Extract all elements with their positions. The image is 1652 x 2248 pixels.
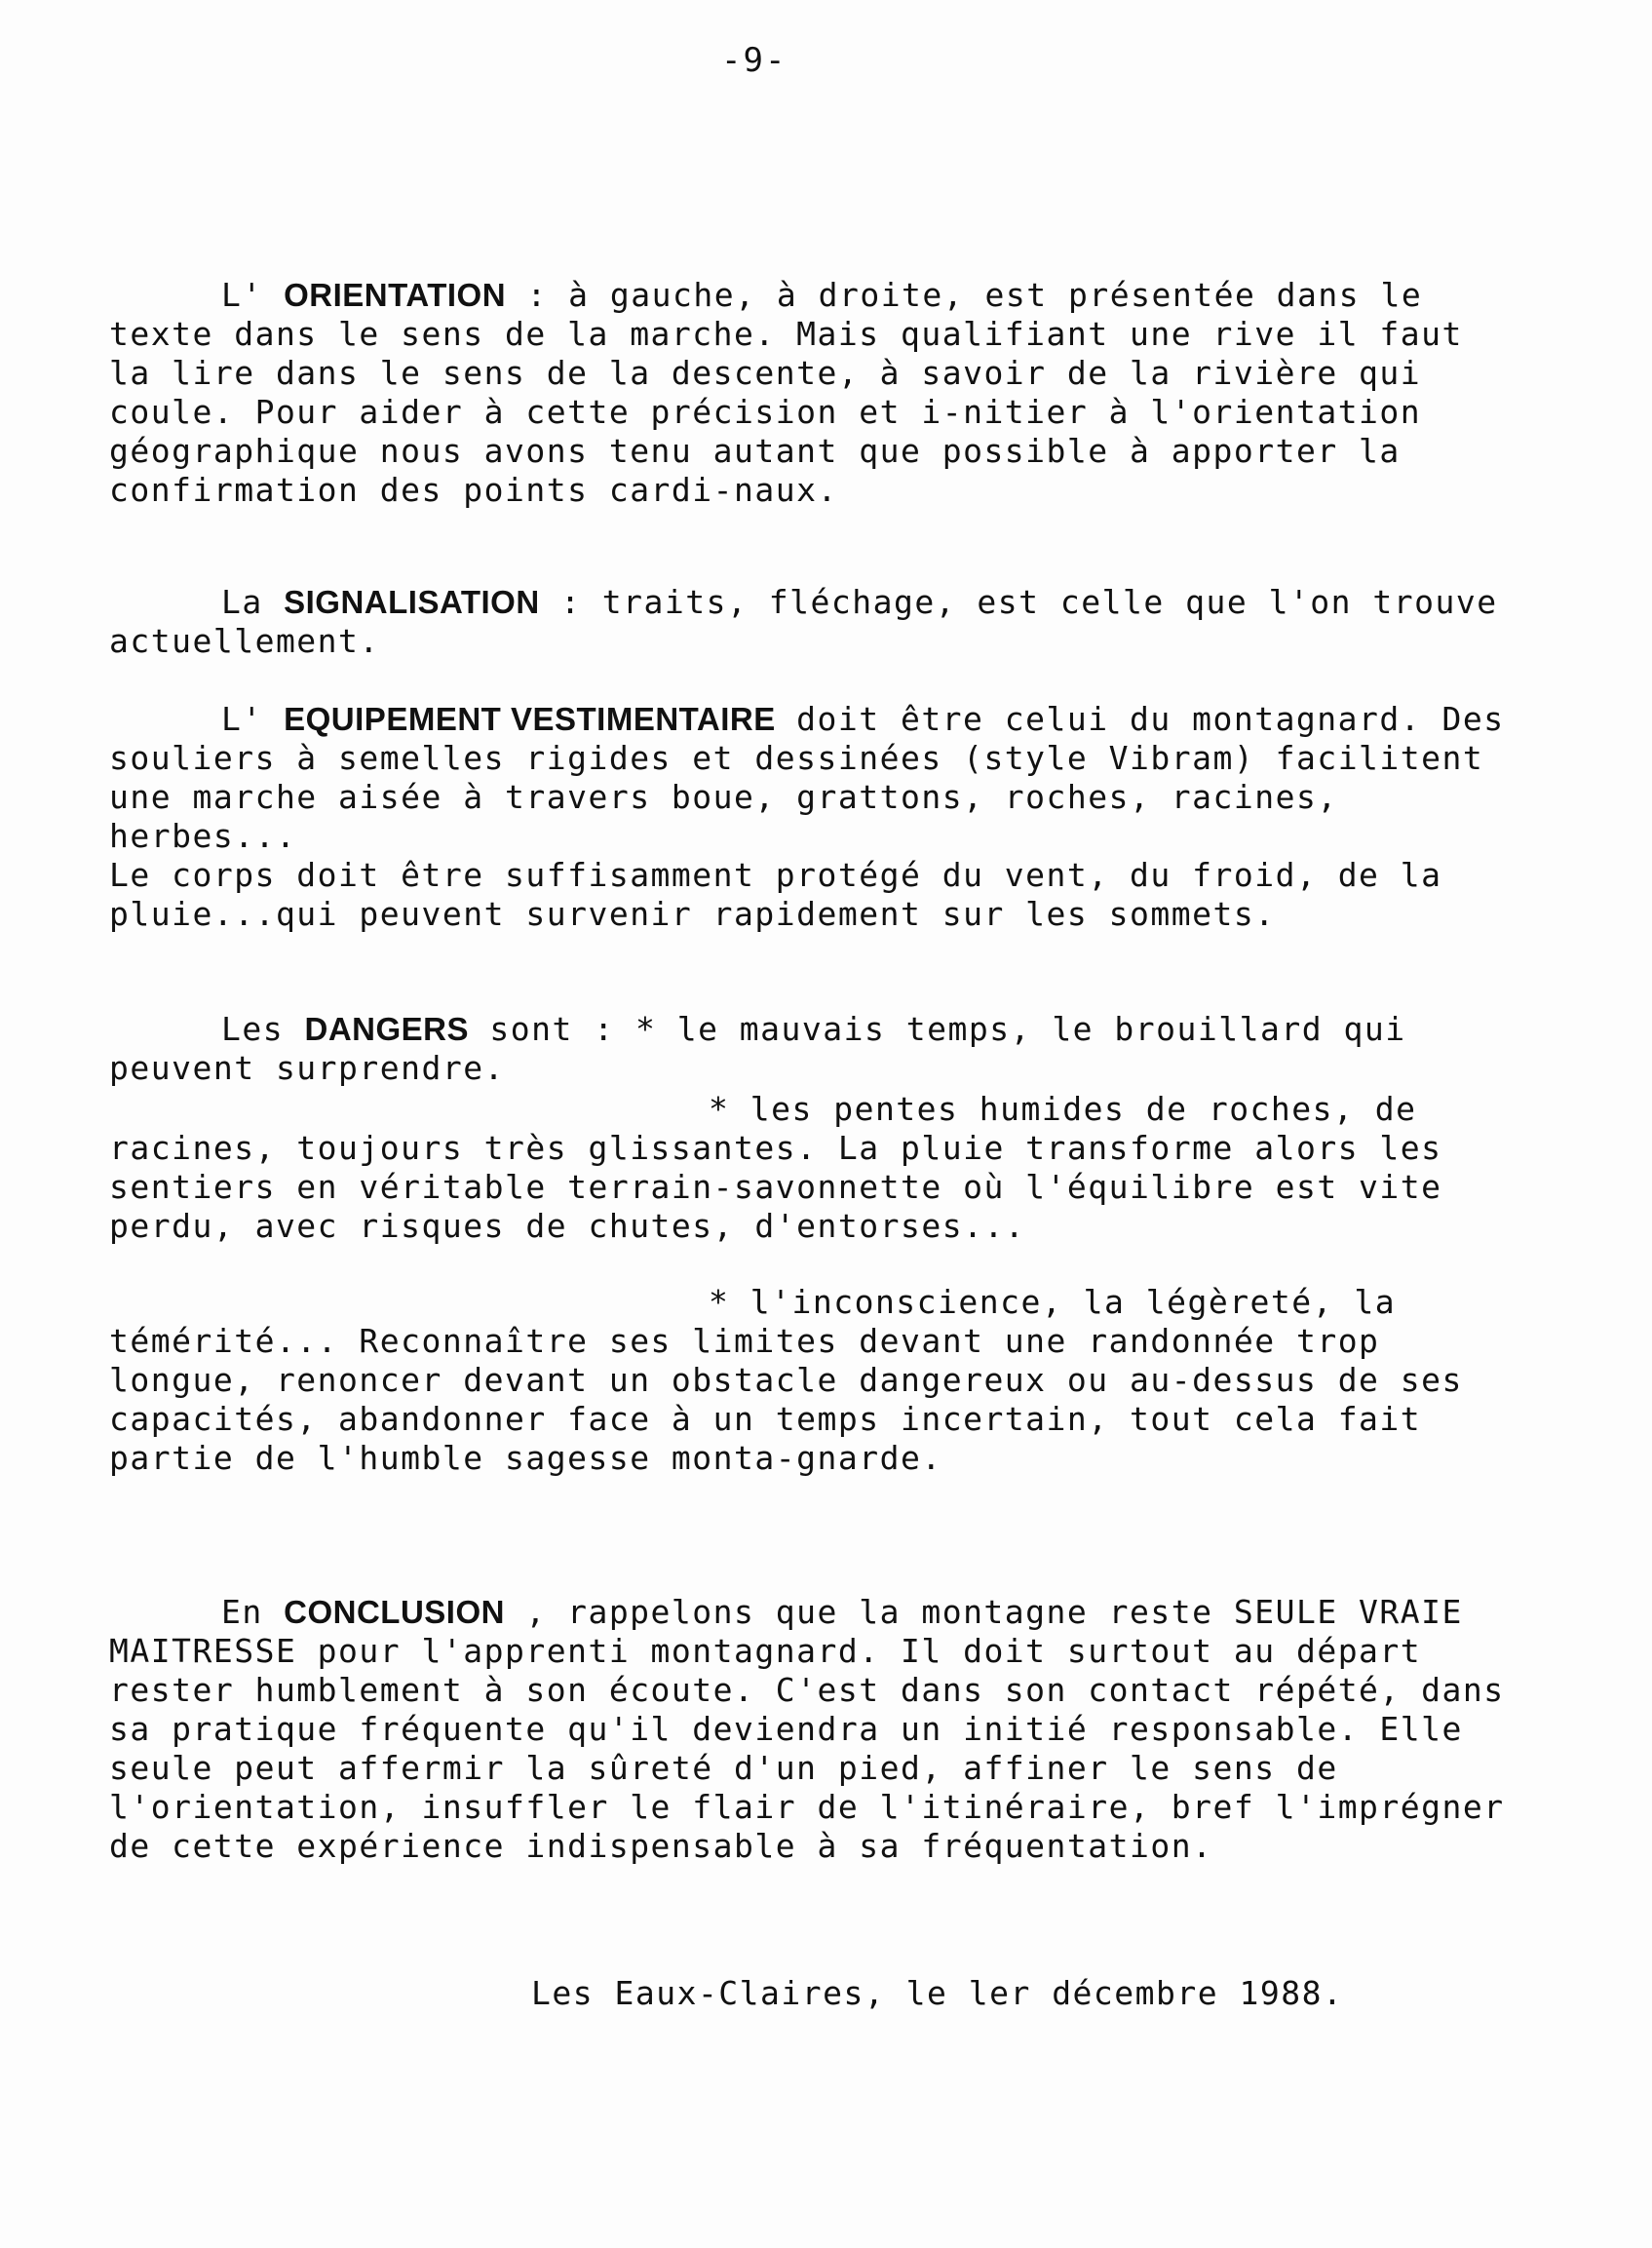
dangers-item-2-rest: racines, toujours très glissantes. La pluie transforme alors les sentiers en véritable terrain-savonnette où l'équilibre est vite perdu, avec risques de chutes, d'entorses... xyxy=(109,1129,1442,1245)
page-number: -9- xyxy=(721,41,788,80)
conclusion-paragraph xyxy=(109,1593,1513,1866)
conclusion-keyword: CONCLUSION xyxy=(284,1594,505,1630)
conclusion-lead: En xyxy=(221,1593,263,1631)
dangers-item-3-rest: témérité... Reconnaître ses limites devant une randonnée trop longue, renoncer devant un obstacle dangereux ou au-dessus de ses capacités, abandonner face à un temps incertain, tout cela fait partie de l'humble sagesse monta-gnarde. xyxy=(109,1322,1463,1477)
orientation-paragraph xyxy=(109,276,1513,510)
orientation-body: : à gauche, à droite, est présentée dans le texte dans le sens de la marche. Mais qualifiant une rive il faut la lire dans le sens de la descente, à savoir de la rivière qui coule. Pour aider à cette précision et i-nitier à l'orientation géographique nous avons tenu autant que possible à apporter la confirmation des points cardi-naux. xyxy=(109,276,1463,509)
signalisation-body: : traits, fléchage, est celle que l'on trouve actuellement. xyxy=(109,583,1498,660)
signalisation-lead: La xyxy=(221,583,263,621)
dangers-item-2-star: * les pentes humides de roches, de xyxy=(709,1090,1417,1128)
equipement-body: doit être celui du montagnard. Des souliers à semelles rigides et dessinées (style Vibram) facilitent une marche aisée à travers boue, grattons, roches, racines, herbes... xyxy=(109,700,1505,855)
dangers-keyword: DANGERS xyxy=(304,1011,470,1047)
equipement-paragraph xyxy=(109,700,1513,934)
dangers-paragraph xyxy=(109,1010,1513,1478)
equipement-lead: L' xyxy=(221,700,263,738)
equipement-keyword: EQUIPEMENT VESTIMENTAIRE xyxy=(284,701,776,737)
orientation-keyword: ORIENTATION xyxy=(284,277,507,313)
equipement-body-2: Le corps doit être suffisamment protégé du vent, du froid, de la pluie...qui peuvent survenir rapidement sur les sommets. xyxy=(109,856,1442,933)
orientation-lead: L' xyxy=(221,276,263,314)
place-date-signature: Les Eaux-Claires, le ler décembre 1988. xyxy=(531,1974,1344,2012)
dangers-lead: Les xyxy=(221,1010,285,1048)
signalisation-paragraph xyxy=(109,583,1513,661)
conclusion-body: , rappelons que la montagne reste SEULE VRAIE MAITRESSE pour l'apprenti montagnard. Il doit surtout au départ rester humblement à son écoute. C'est dans son contact répété, dans sa pratique fréquente qu'il deviendra un initié responsable. Elle seule peut affermir la sûreté d'un pied, affiner le sens de l'orientation, insuffler le flair de l'itinéraire, bref l'imprégner de cette expérience indispensable à sa fréquentation. xyxy=(109,1593,1505,1865)
dangers-item-3-star: * l'inconscience, la légèreté, la xyxy=(709,1283,1397,1321)
dangers-item-1: sont : * le mauvais temps, le brouillard qui peuvent surprendre. xyxy=(109,1010,1406,1087)
signalisation-keyword: SIGNALISATION xyxy=(284,584,540,620)
